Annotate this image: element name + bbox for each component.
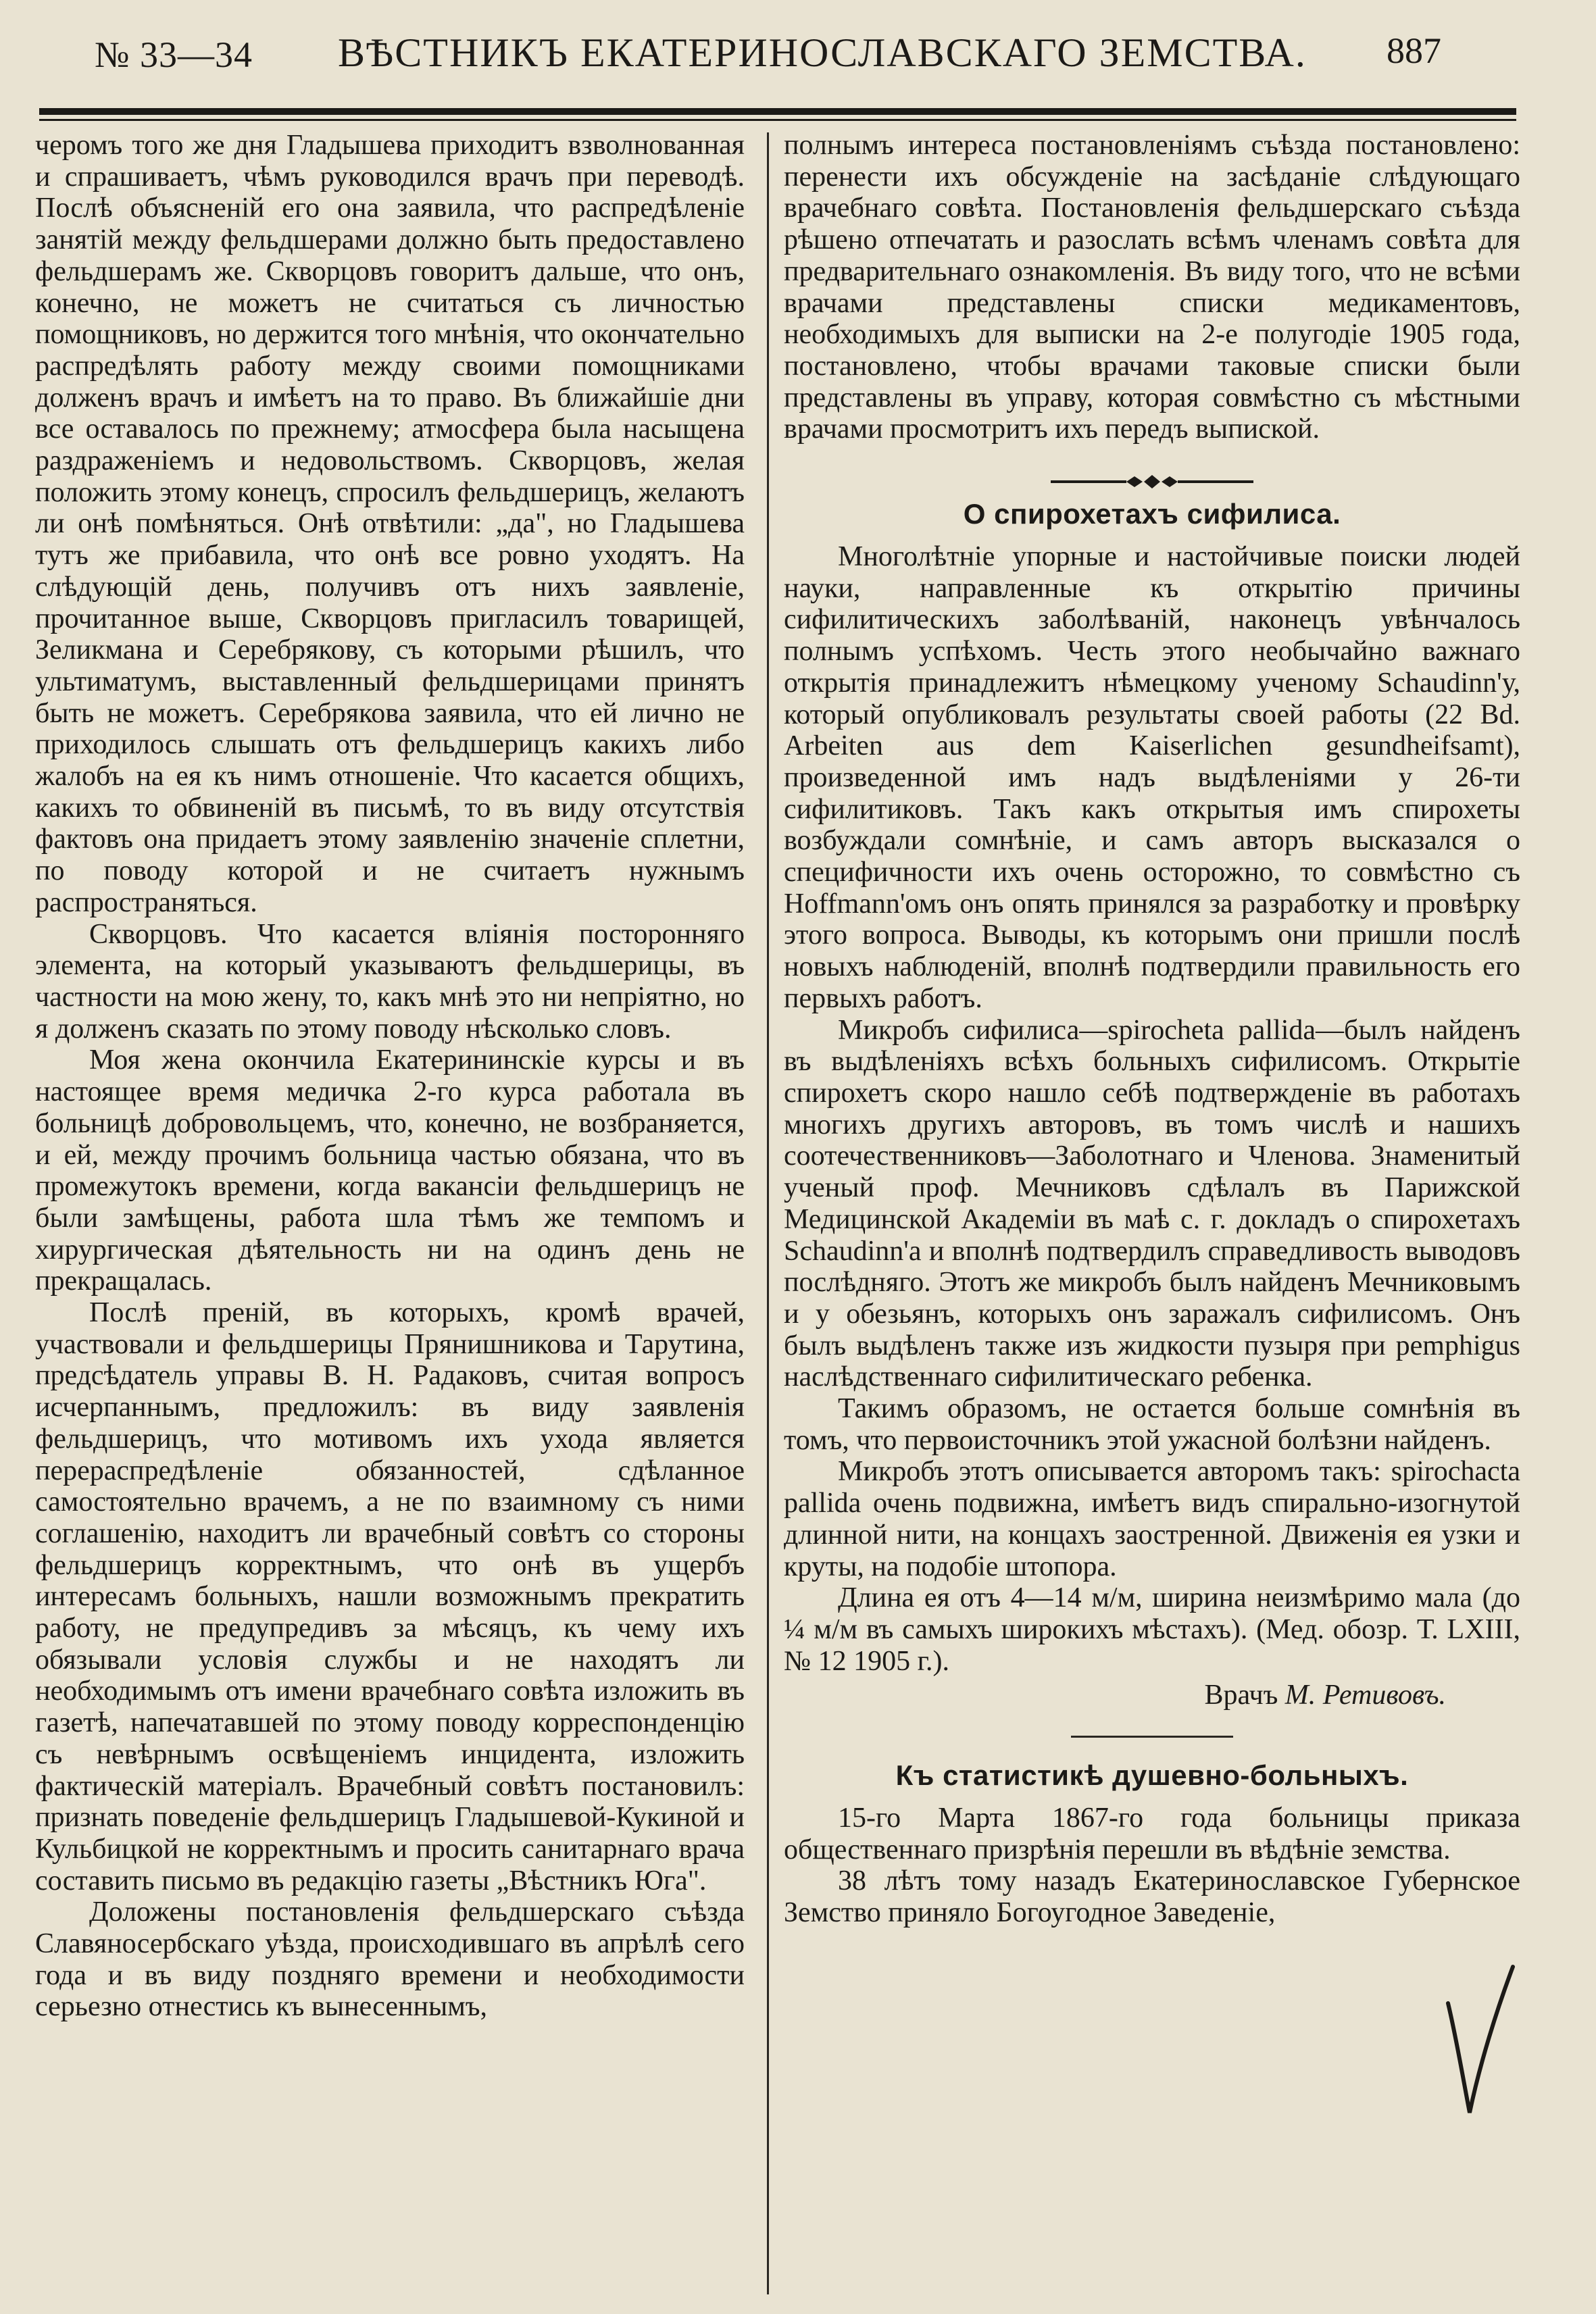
paragraph: Моя жена окончила Екатерининскіе курсы и въ настоящее время медичка 2-го курса работала въ больницѣ добровольцемъ, что, конечно, не возбраняется, и ей, между прочимъ больница частью обязана, что въ промежутокъ времени, когда вакансіи фельдшерицъ не были замѣщены, работа шла тѣмъ же темпомъ и хирургическая дѣятельность ни на одинъ день не прекращалась. [35, 1045, 745, 1297]
paragraph: Скворцовъ. Что касается вліянія посторонняго элемента, на который указываютъ фельдшерицы, въ частности на мою жену, то, какъ мнѣ это ни непріятно, но я долженъ сказать по этому поводу нѣсколько словъ. [35, 918, 745, 1045]
ornament-divider [784, 466, 1520, 482]
header-rule [39, 108, 1516, 115]
right-column [784, 130, 1520, 1929]
header-rule-thin [39, 119, 1516, 121]
left-column [35, 130, 745, 2023]
article-signature [784, 1680, 1520, 1711]
paragraph: 38 лѣтъ тому назадъ Екатеринославское Губернское Земство приняло Богоугодное Заведеніе, [784, 1865, 1520, 1929]
paragraph: Послѣ преній, въ которыхъ, кромѣ врачей, участвовали и фельдшерицы Прянишникова и Тарутина, предсѣдатель управы В. Н. Радаковъ, считая вопросъ исчерпаннымъ, предложилъ: въ виду заявленія фельдшерицъ, что мотивомъ ихъ ухода является перераспредѣленіе обязанностей, сдѣланное самостоятельно врачемъ, а не по взаимному съ ними соглашенію, находитъ ли врачебный совѣтъ со стороны фельдшерицъ корректнымъ, что онѣ въ ущербъ интересамъ больныхъ, нашли возможнымъ прекратить работу, не предупредивъ за мѣсяцъ, къ чему ихъ обязывали условія службы и не находятъ ли необходимымъ отъ имени врачебнаго совѣта изложить въ газетѣ, напечатавшей по этому поводу корреспонденцію съ невѣрнымъ освѣщеніемъ инцидента, изложить фактическій матеріалъ. Врачебный совѣтъ постановилъ: признать поведеніе фельдшерицъ Гладышевой-Кукиной и Кульбицкой не корректнымъ и просить санитарнаго врача составить письмо въ редакцію газеты „Вѣстникъ Юга". [35, 1297, 745, 1896]
ornament-icon [1051, 474, 1253, 490]
article-heading: О спирохетахъ сифилиса. [963, 498, 1341, 530]
article-heading: Къ статистикѣ душевно-больныхъ. [895, 1759, 1409, 1792]
paragraph: Микробъ сифилиса—spirocheta pallida—былъ найденъ въ выдѣленіяхъ всѣхъ больныхъ сифилисомъ. Открытіе спирохетъ скоро нашло себѣ подтвержденіе въ работахъ многихъ другихъ авторовъ, въ томъ числѣ и нашихъ соотечественниковъ—Заболотнаго и Членова. Знаменитый ученый проф. Мечниковъ сдѣлалъ въ Парижской Медицинской Академіи въ маѣ с. г. докладъ о спирохетахъ Schaudinn'a и вполнѣ подтвердилъ справедливость выводовъ послѣдняго. Этотъ же микробъ былъ найденъ Мечниковымъ и у обезьянъ, которыхъ онъ заражалъ сифилисомъ. Онъ былъ выдѣленъ также изъ жидкости пузыря при pemphigus наслѣдственнаго сифилитическаго ребенка. [784, 1014, 1520, 1393]
section-rule [1071, 1736, 1233, 1738]
page-header [0, 0, 1596, 101]
paragraph: Такимъ образомъ, не остается больше сомнѣнія въ томъ, что первоисточникъ этой ужасной болѣзни найденъ. [784, 1393, 1520, 1456]
issue-number: № 33—34 [95, 34, 253, 75]
journal-title: ВѢСТНИКЪ ЕКАТЕРИНОСЛАВСКАГО ЗЕМСТВА. [338, 30, 1307, 75]
paragraph: черомъ того же дня Гладышева приходитъ взволнованная и спрашиваетъ, чѣмъ руководился врачъ при переводѣ. Послѣ объясненій его она заявила, что распредѣленіе занятій между фельдшерами должно быть предоставлено фельдшерамъ же. Скворцовъ говоритъ дальше, что онъ, конечно, не можетъ не считаться съ личностью помощниковъ, но держится того мнѣнія, что окончательно распредѣлять работу между своими помощниками долженъ врачъ и имѣетъ на то право. Въ ближайшіе дни все оставалось по прежнему; атмосфера была насыщена раздраженіемъ и недовольствомъ. Скворцовъ, желая положить этому конецъ, спросилъ фельдшерицъ, желаютъ ли онѣ помѣняться. Онѣ отвѣтили: „да", но Гладышева тутъ же прибавила, что онѣ все ровно уходятъ. На слѣдующій день, получивъ отъ нихъ заявленіе, прочитанное выше, Скворцовъ пригласилъ товарищей, Зеликмана и Серебрякову, съ которыми рѣшилъ, что ультиматумъ, выставленный фельдшерицами принятъ быть не можетъ. Серебрякова заявила, что ей лично не приходилось слышать отъ фельдшерицъ какихъ либо жалобъ на ея къ нимъ отношеніе. Что касается общихъ, какихъ то обвиненій въ письмѣ, то въ виду отсутствія фактовъ она придаетъ этому заявленію значеніе сплетни, по поводу которой и не считаетъ нужнымъ распространяться. [35, 130, 745, 918]
paragraph: Микробъ этотъ описывается авторомъ такъ: spirochacta pallida очень подвижна, имѣетъ видъ спирально-изогнутой длинной нити, на концахъ заостренной. Движенія ея узки и круты, на подобіе штопора. [784, 1456, 1520, 1582]
paragraph: Длина ея отъ 4—14 м/м, ширина неизмѣримо мала (до ¼ м/м въ самыхъ широкихъ мѣстахъ). (Мед. обозр. Т. LXIII, № 12 1905 г.). [784, 1582, 1520, 1677]
signature-prefix: Врачъ [1204, 1680, 1278, 1711]
signature-author: М. Ретивовъ. [1285, 1680, 1446, 1711]
paragraph: 15-го Марта 1867-го года больницы приказа общественнаго призрѣнія перешли въ вѣдѣніе земства. [784, 1803, 1520, 1865]
page-number: 887 [1387, 30, 1441, 71]
column-divider [767, 132, 769, 2294]
paragraph: полнымъ интереса постановленіямъ съѣзда постановлено: перенести ихъ обсужденіе на засѣданіе слѣдующаго врачебнаго совѣта. Постановленія фельдшерскаго съѣзда рѣшено отпечатать и разослать всѣмъ членамъ совѣта для предварительнаго ознакомленія. Въ виду того, что не всѣми врачами представлены списки медикаментовъ, необходимыхъ для выписки на 2-е полугодіе 1905 года, постановлено, чтобы врачами таковые списки были представлены въ управу, которая совмѣстно съ мѣстными врачами просмотритъ ихъ передъ выпиской. [784, 130, 1520, 445]
handwritten-check-mark [1443, 1963, 1517, 2118]
paragraph: Доложены постановленія фельдшерскаго съѣзда Славяносербскаго уѣзда, происходившаго въ апрѣлѣ сего года и въ виду поздняго времени и необходимости серьезно отнестись къ вынесеннымъ, [35, 1896, 745, 2023]
paragraph: Многолѣтніе упорные и настойчивые поиски людей науки, направленные къ открытію причины сифилитическихъ заболѣваній, наконецъ увѣнчалось полнымъ успѣхомъ. Честь этого необычайно важнаго открытія принадлежитъ нѣмецкому ученому Schaudinn'у, который опубликовалъ результаты своей работы (22 Bd. Arbeiten aus dem Kaiserlichen gesundheifsamt), произведенной имъ надъ выдѣленіями у 26-ти сифилитиковъ. Такъ какъ открытыя имъ спирохеты возбуждали сомнѣніе, и самъ авторъ высказался о специфичности ихъ очень осторожно, то совмѣстно съ Hoffmann'омъ онъ опять принялся за разработку и провѣрку этого вопроса. Выводы, къ которымъ они пришли послѣ новыхъ наблюденій, вполнѣ подтвердили правильность его первыхъ работъ. [784, 541, 1520, 1014]
